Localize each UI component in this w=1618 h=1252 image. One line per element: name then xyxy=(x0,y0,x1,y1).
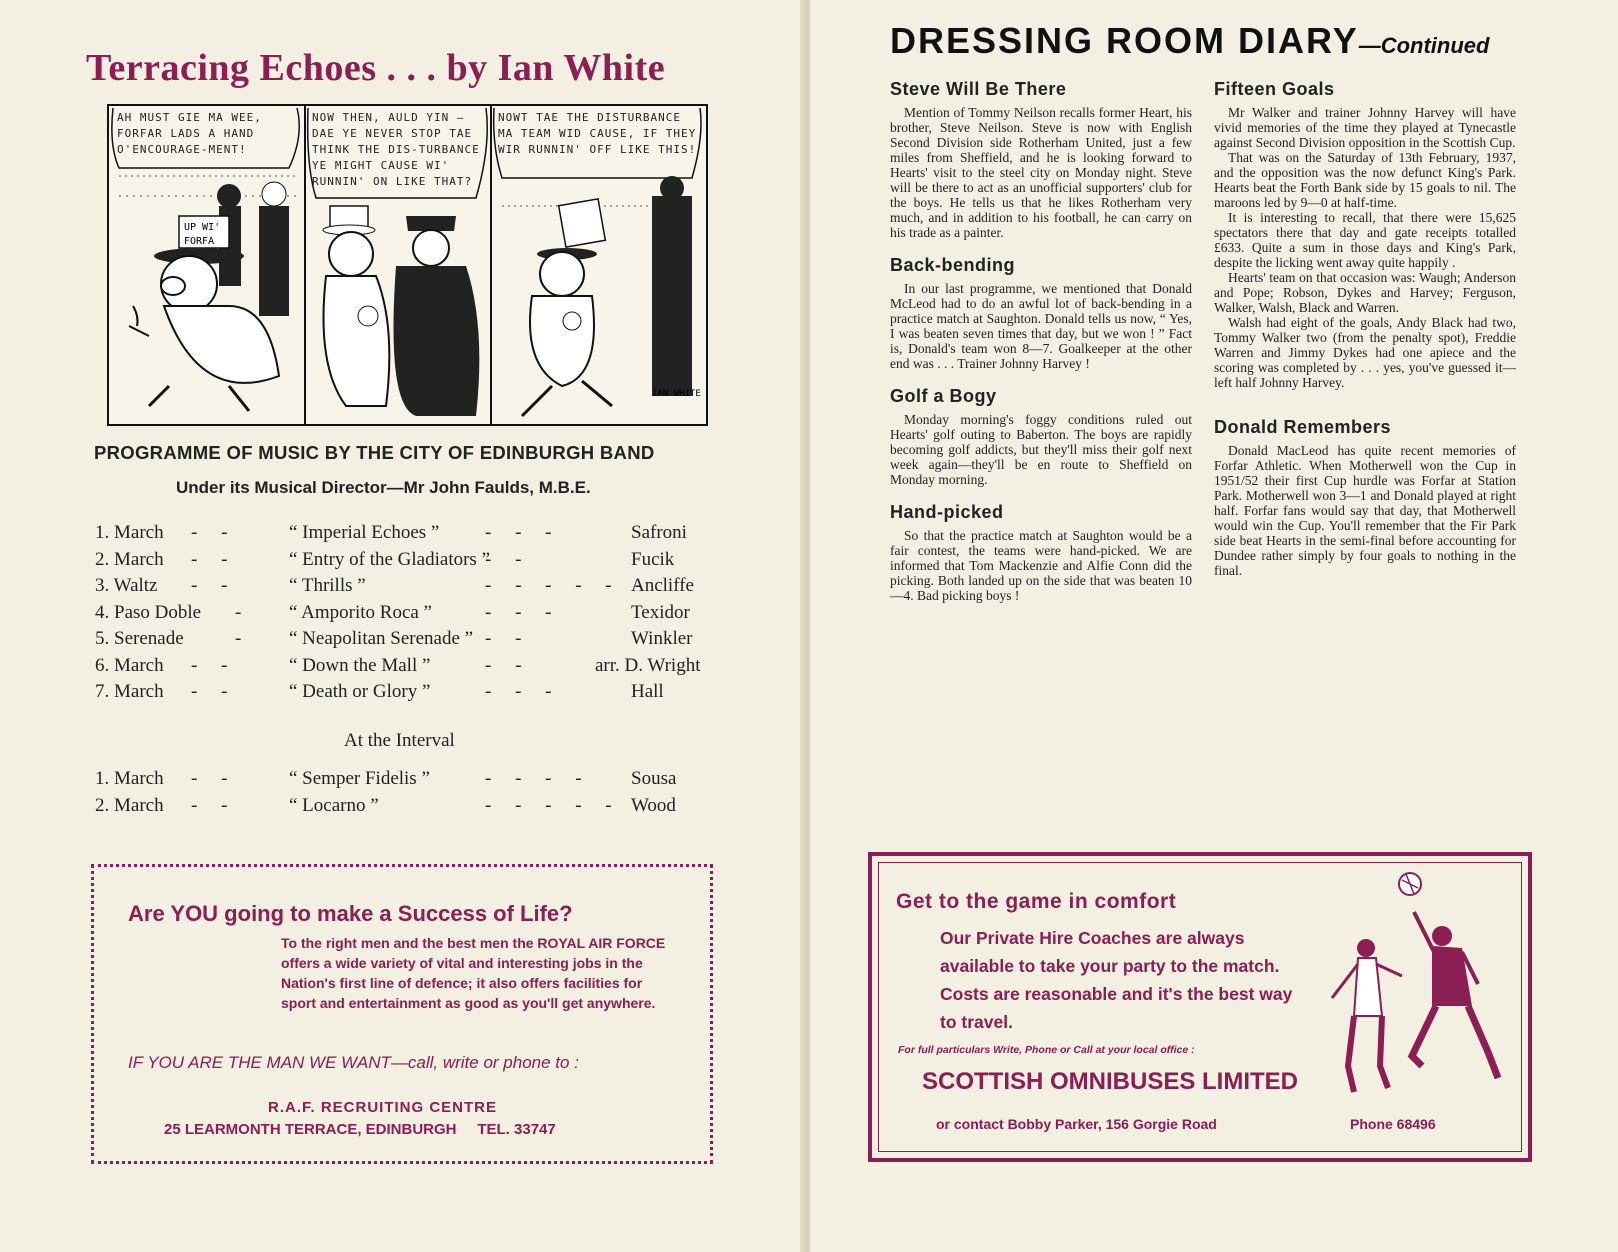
raf-address-line-1: R.A.F. RECRUITING CENTRE xyxy=(268,1099,498,1116)
programme-composer: Wood xyxy=(631,794,676,816)
svg-text:FORFA: FORFA xyxy=(184,236,215,247)
section-back-bending xyxy=(890,255,1192,371)
dressing-room-diary-title xyxy=(890,20,1489,62)
programme-separator: - xyxy=(235,601,242,623)
artist-signature: IAN WHITE xyxy=(652,389,701,399)
programme-separator: - - xyxy=(191,522,228,543)
cartoon-drawing-2 xyxy=(306,106,492,424)
programme-number: 1. March xyxy=(95,768,164,789)
section-fifteen-goals xyxy=(1214,79,1516,390)
section-heading: Golf a Bogy xyxy=(890,386,997,406)
speech-bubble-2: NOW THEN, AULD YIN —DAE YE NEVER STOP TAE THINK THE DIS-TURBANCE YE MIGHT CAUSE WI' RUNNIN' ON LIKE THAT? xyxy=(312,111,480,188)
programme-number: 2. March xyxy=(95,794,164,816)
bus-headline: Get to the game in comfort xyxy=(896,890,1177,913)
programme-number: 3. Waltz xyxy=(95,575,158,596)
programme-number: 2. March xyxy=(95,548,164,570)
programme-number: 1. March xyxy=(95,522,164,543)
programme-number: 7. March xyxy=(95,681,164,702)
programme-leader: - - - - xyxy=(485,768,582,789)
programme-composer: Safroni xyxy=(631,522,687,543)
left-page xyxy=(0,0,806,1252)
programme-leader: - - xyxy=(485,654,522,676)
programme-leader: - - - xyxy=(485,681,552,702)
bus-phone: Phone 68496 xyxy=(1350,1116,1436,1132)
section-text: That was on the Saturday of 13th February, 1937, and the opposition was the now defunct King's Park. Hearts beat the Forth Bank side by 15 goals to nil. The maroons led by 9—0 at half-time. xyxy=(1214,150,1516,210)
diary-title-continued: —Continued xyxy=(1358,33,1490,58)
section-text: Mention of Tommy Neilson recalls former Heart, his brother, Steve Neilson. Steve is now with English Second Division side Rotherham United, just a few miles from Sheffield, and he is looking forward to Hearts' visit to the steel city on Monday night. Steve will be there to act as an unofficial supporters' club for the boys. He tells us that he likes Rotherham very much, and in addition to his football, he can carry on his trade as a painter. xyxy=(890,105,1192,240)
section-text: So that the practice match at Saughton would be a fair contest, the teams were hand-picked. We are informed that Tom Mackenzie and Alfie Conn did the picking. Both landed up on the side that was beaten 10—4. Bad picking boys ! xyxy=(890,528,1192,603)
programme-piece-title: “ Locarno ” xyxy=(289,794,379,816)
scottish-omnibuses-advert xyxy=(868,852,1532,1162)
section-heading: Donald Remembers xyxy=(1214,417,1392,437)
section-text: Hearts' team on that occasion was: Waugh; Anderson and Pope; Robson, Dykes and Harvey; Ferguson, Walker, Walsh, Black and Warren. xyxy=(1214,270,1516,315)
section-donald-remembers xyxy=(1214,417,1516,578)
hat-sign-text: UP WI' xyxy=(184,222,221,233)
raf-advert xyxy=(91,864,713,1164)
programme-piece-title: “ Amporito Roca ” xyxy=(289,601,432,623)
band-programme-title: PROGRAMME OF MUSIC BY THE CITY OF EDINBURGH BAND xyxy=(94,442,655,463)
cartoon-strip xyxy=(107,104,708,426)
bus-body: Our Private Hire Coaches are always available to take your party to the match. Costs are reasonable and it's the best way to travel. xyxy=(940,928,1293,1032)
cartoon-drawing-3 xyxy=(492,106,706,424)
section-text: In our last programme, we mentioned that Donald McLeod had to do an awful lot of back-bending in a practice match at Saughton. Donald tells us now, “ Yes, I was beaten seven times that day, but we won ! ” Fact is, Donald's team won 8—7. Goalkeeper at the other end was . . . Trainer Johnny Harvey ! xyxy=(890,281,1192,371)
section-text: It is interesting to recall, that there were 15,625 spectators there that day and gate receipts totalled £633. Quite a sum in those days and King's Park, despite the licking went away quite happily . xyxy=(1214,210,1516,270)
programme-number: 6. March xyxy=(95,654,164,676)
cartoon-panel-1 xyxy=(109,106,306,424)
programme-number: 4. Paso Doble xyxy=(95,601,202,623)
diary-column-left xyxy=(890,79,1192,621)
programme-composer: Fucik xyxy=(631,548,675,570)
cartoon-panel-3 xyxy=(492,106,706,424)
speech-bubble-3: NOWT TAE THE DISTURBANCE MA TEAM WID CAUSE, IF THEY WIR RUNNIN' OFF LIKE THIS! xyxy=(498,111,697,156)
section-text: Walsh had eight of the goals, Andy Black had two, Tommy Walker two (from the penalty spot), Freddie Warren and Jimmy Dykes had one apiece and the scoring was completed by . . . yes, you've guessed it—left half Johnny Harvey. xyxy=(1214,315,1516,390)
programme-piece-title: “ Entry of the Gladiators ” xyxy=(289,548,491,570)
section-heading: Back-bending xyxy=(890,255,1016,275)
programme-composer: Ancliffe xyxy=(631,575,694,596)
programme-piece-title: “ Thrills ” xyxy=(289,575,366,596)
raf-body: To the right men and the best men the ROYAL AIR FORCE offers a wide variety of vital and interesting jobs in the Nation's first line of defence; it also offers facilities for sport and entertainment as good as you'll get anywhere. xyxy=(281,935,666,1011)
programme-leader: - - xyxy=(485,628,522,649)
cartoon-panel-2 xyxy=(306,106,492,424)
programme-separator: - xyxy=(235,628,242,649)
terracing-echoes-title: Terracing Echoes . . . by Ian White xyxy=(86,47,666,89)
bus-particulars: For full particulars Write, Phone or Call at your local office : xyxy=(898,1044,1195,1056)
programme-composer: Hall xyxy=(631,681,664,702)
programme-leader: - - xyxy=(485,548,522,570)
section-text: Donald MacLeod has quite recent memories of Forfar Athletic. When Motherwell won the Cup in 1951/52 their first Cup hurdle was Forfar at Station Park. Motherwell won 3—1 and Donald played at right half. Forfar fans would say that day, that Motherwell would win the Cup. You'll remember that the Fir Park side beat Hearts in the semi-final before accounting for Dundee rather simply by four goals to nothing in the final. xyxy=(1214,443,1516,578)
programme-separator: - - xyxy=(191,794,228,816)
programme-separator: - - xyxy=(191,575,228,596)
programme-piece-title: “ Imperial Echoes ” xyxy=(289,522,440,543)
programme-leader: - - - xyxy=(485,522,552,543)
diary-column-right xyxy=(1214,79,1516,596)
section-steve xyxy=(890,79,1192,240)
band-programme-subtitle: Under its Musical Director—Mr John Faulds, M.B.E. xyxy=(176,478,591,497)
programme-leader: - - - xyxy=(485,601,552,623)
interval-label: At the Interval xyxy=(344,730,455,751)
programme-composer: Sousa xyxy=(631,768,677,789)
footballers-illustration xyxy=(1302,866,1522,1106)
section-golf xyxy=(890,386,1192,487)
raf-call-to-action: IF YOU ARE THE MAN WE WANT—call, write or phone to : xyxy=(128,1053,579,1072)
programme-separator: - - xyxy=(191,654,228,676)
raf-address-line-2: 25 LEARMONTH TERRACE, EDINBURGH TEL. 33747 xyxy=(164,1121,556,1138)
programme-composer: arr. D. Wright xyxy=(595,654,701,676)
bus-company-name: SCOTTISH OMNIBUSES LIMITED xyxy=(922,1068,1299,1095)
programme-composer: Winkler xyxy=(631,628,693,649)
programme-separator: - - xyxy=(191,768,228,789)
programme-separator: - - xyxy=(191,548,228,570)
section-hand-picked xyxy=(890,502,1192,603)
programme-separator: - - xyxy=(191,681,228,702)
bus-contact: or contact Bobby Parker, 156 Gorgie Road xyxy=(936,1116,1217,1132)
section-heading: Hand-picked xyxy=(890,502,1004,522)
section-heading: Steve Will Be There xyxy=(890,79,1067,99)
cartoon-drawing-1 xyxy=(109,106,306,424)
section-text: Mr Walker and trainer Johnny Harvey will have vivid memories of the time they played at Tynecastle against Second Division opposition in the Scottish Cup. xyxy=(1214,105,1516,150)
diary-title-main: DRESSING ROOM DIARY xyxy=(890,20,1359,61)
section-text: Monday morning's foggy conditions ruled out Hearts' golf outing to Baberton. The boys are rapidly becoming golf addicts, but they'll miss their golf next week again—they'll be en route to Sheffield on Monday morning. xyxy=(890,412,1192,487)
programme-leader: - - - - - - xyxy=(485,575,642,596)
programme-piece-title: “ Semper Fidelis ” xyxy=(289,768,430,789)
programme-leader: - - - - - xyxy=(485,794,612,816)
programme-composer: Texidor xyxy=(631,601,690,623)
speech-bubble-1: AH MUST GIE MA WEE, FORFAR LADS A HAND O'ENCOURAGE-MENT! xyxy=(117,111,262,156)
programme-piece-title: “ Down the Mall ” xyxy=(289,654,431,676)
programme-piece-title: “ Death or Glory ” xyxy=(289,681,431,702)
programme-number: 5. Serenade xyxy=(95,628,184,649)
raf-headline: Are YOU going to make a Success of Life? xyxy=(128,901,573,926)
section-heading: Fifteen Goals xyxy=(1214,79,1335,99)
programme-piece-title: “ Neapolitan Serenade ” xyxy=(289,628,474,649)
